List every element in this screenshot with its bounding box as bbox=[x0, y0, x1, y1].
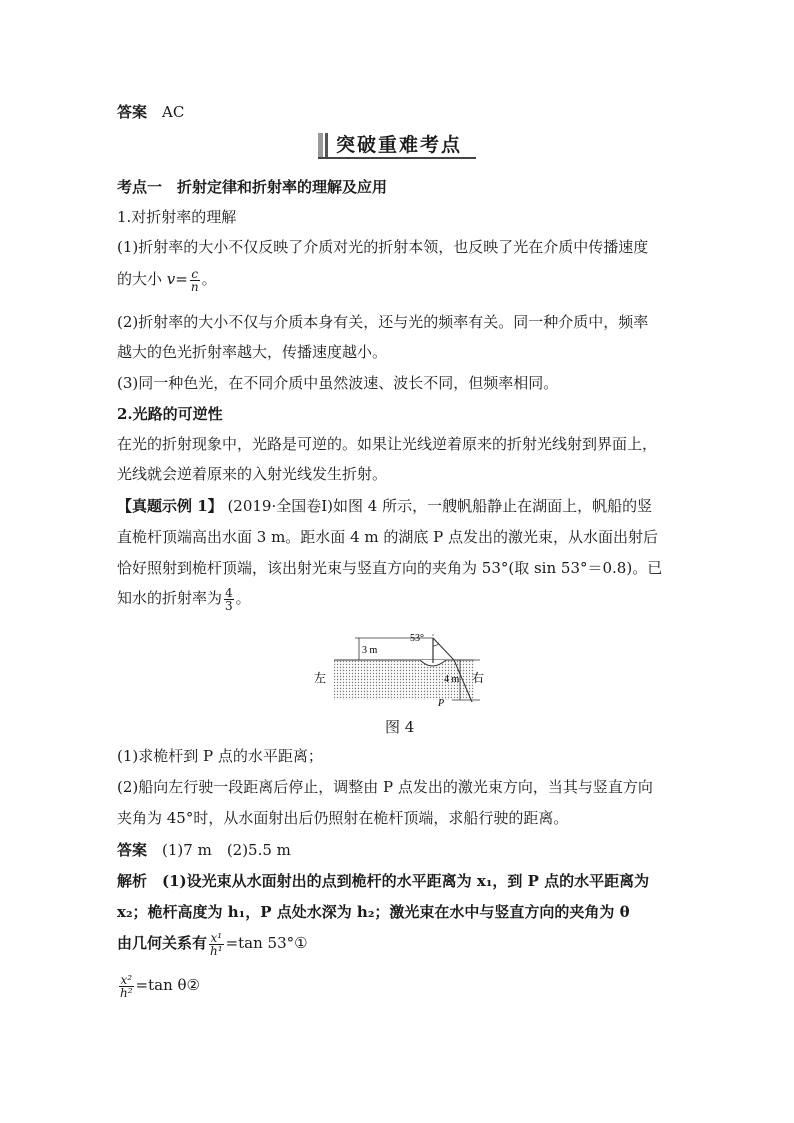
answer-value: (1)7 m (2)5.5 m bbox=[162, 841, 291, 859]
para2-line2: 越大的色光折射率越大，传播速度越小。 bbox=[117, 343, 388, 361]
para1-end: 。 bbox=[201, 270, 217, 288]
top-answer-label: 答案 bbox=[117, 103, 148, 121]
equation-2 bbox=[117, 970, 683, 1000]
fraction-numerator: 4 bbox=[225, 585, 233, 600]
fraction-denominator: h² bbox=[120, 985, 133, 1000]
para4-line2: 光线就会逆着原来的入射光线发生折射。 bbox=[117, 465, 388, 483]
section-banner bbox=[318, 131, 476, 159]
example-line3: 恰好照射到桅杆顶端，该出射光束与竖直方向的夹角为 53°(取 sin 53°＝0.8)。已 bbox=[117, 559, 663, 577]
banner-bar-light bbox=[318, 133, 323, 157]
answer bbox=[117, 840, 683, 860]
equals-sign: = bbox=[175, 270, 188, 288]
fraction-c-over-n bbox=[190, 268, 200, 293]
para3: (3)同一种色光，在不同介质中虽然波速、波长不同，但频率相同。 bbox=[117, 374, 559, 392]
angle-label: 53° bbox=[410, 633, 424, 644]
example-text: (2019·全国卷Ⅰ)如图 4 所示，一艘帆船静止在湖面上，帆船的竖 bbox=[222, 497, 653, 515]
fraction-x1-over-h1 bbox=[209, 932, 224, 957]
example-line2: 直桅杆顶端高出水面 3 m。距水面 4 m 的湖底 P 点发出的激光束，从水面出射后 bbox=[117, 528, 659, 546]
section-title: 折射定律和折射率的理解及应用 bbox=[177, 178, 388, 196]
example-line1 bbox=[117, 496, 683, 516]
subheading-2: 2.光路的可逆性 bbox=[117, 405, 223, 423]
top-answer bbox=[117, 102, 683, 122]
equation-2-rhs: =tan θ② bbox=[135, 976, 200, 994]
top-answer-value: AC bbox=[162, 103, 185, 121]
banner-title: 突破重难考点 bbox=[336, 134, 463, 156]
answer-label: 答案 bbox=[117, 841, 148, 859]
para1-text: 的大小 bbox=[117, 270, 167, 288]
subheading-1: 1.对折射率的理解 bbox=[117, 208, 237, 226]
equation-1-prefix: 由几何关系有 bbox=[117, 934, 208, 952]
section-label: 考点一 bbox=[117, 178, 163, 196]
para1-line1: (1)折射率的大小不仅反映了介质对光的折射本领，也反映了光在介质中传播速度 bbox=[117, 238, 649, 256]
fraction-numerator: x² bbox=[120, 972, 133, 987]
var-v: v bbox=[166, 270, 176, 288]
para2-line1: (2)折射率的大小不仅与介质本身有关，还与光的频率有关。同一种介质中，频率 bbox=[117, 313, 649, 331]
example-line4 bbox=[117, 584, 683, 612]
example-text-4: 知水的折射率为 bbox=[117, 589, 223, 607]
left-label: 左 bbox=[314, 671, 327, 685]
analysis-label: 解析 bbox=[117, 872, 148, 890]
analysis-line1 bbox=[117, 871, 683, 891]
fraction-denominator: n bbox=[190, 279, 199, 294]
example-tag: 【真题示例 1】 bbox=[117, 497, 223, 515]
section-heading bbox=[117, 177, 683, 197]
banner-bar-dark bbox=[325, 133, 328, 157]
analysis-line2: x₂；桅杆高度为 h₁，P 点处水深为 h₂；激光束在水中与竖直方向的夹角为 θ bbox=[117, 903, 630, 921]
figure-caption: 图 4 bbox=[385, 718, 415, 736]
question-1: (1)求桅杆到 P 点的水平距离； bbox=[117, 747, 323, 765]
height-label: 3 m bbox=[362, 645, 378, 656]
right-label: 右 bbox=[472, 671, 485, 685]
fraction-x2-over-h2 bbox=[119, 974, 134, 999]
para1-line2 bbox=[117, 265, 683, 293]
figure-diagram bbox=[312, 630, 492, 710]
example-end: 。 bbox=[235, 589, 251, 607]
fraction-4-over-3 bbox=[224, 587, 234, 612]
fraction-denominator: h¹ bbox=[210, 943, 223, 958]
equation-1 bbox=[117, 928, 683, 958]
depth-label: 4 m bbox=[444, 674, 460, 685]
fraction-denominator: 3 bbox=[225, 598, 233, 613]
fraction-numerator: x¹ bbox=[210, 930, 223, 945]
question-2-line2: 夹角为 45°时，从水面射出后仍照射在桅杆顶端，求船行驶的距离。 bbox=[117, 809, 569, 827]
figure-4 bbox=[312, 630, 492, 710]
para4-line1: 在光的折射现象中，光路是可逆的。如果让光线逆着原来的折射光线射到界面上， bbox=[117, 435, 658, 453]
question-2-line1: (2)船向左行驶一段距离后停止，调整由 P 点发出的激光束方向，当其与竖直方向 bbox=[117, 778, 653, 796]
point-label: P bbox=[438, 698, 445, 709]
analysis-text-1: (1)设光束从水面射出的点到桅杆的水平距离为 x₁，到 P 点的水平距离为 bbox=[147, 872, 650, 890]
equation-1-rhs: =tan 53°① bbox=[225, 934, 308, 952]
fraction-numerator: c bbox=[191, 266, 199, 281]
